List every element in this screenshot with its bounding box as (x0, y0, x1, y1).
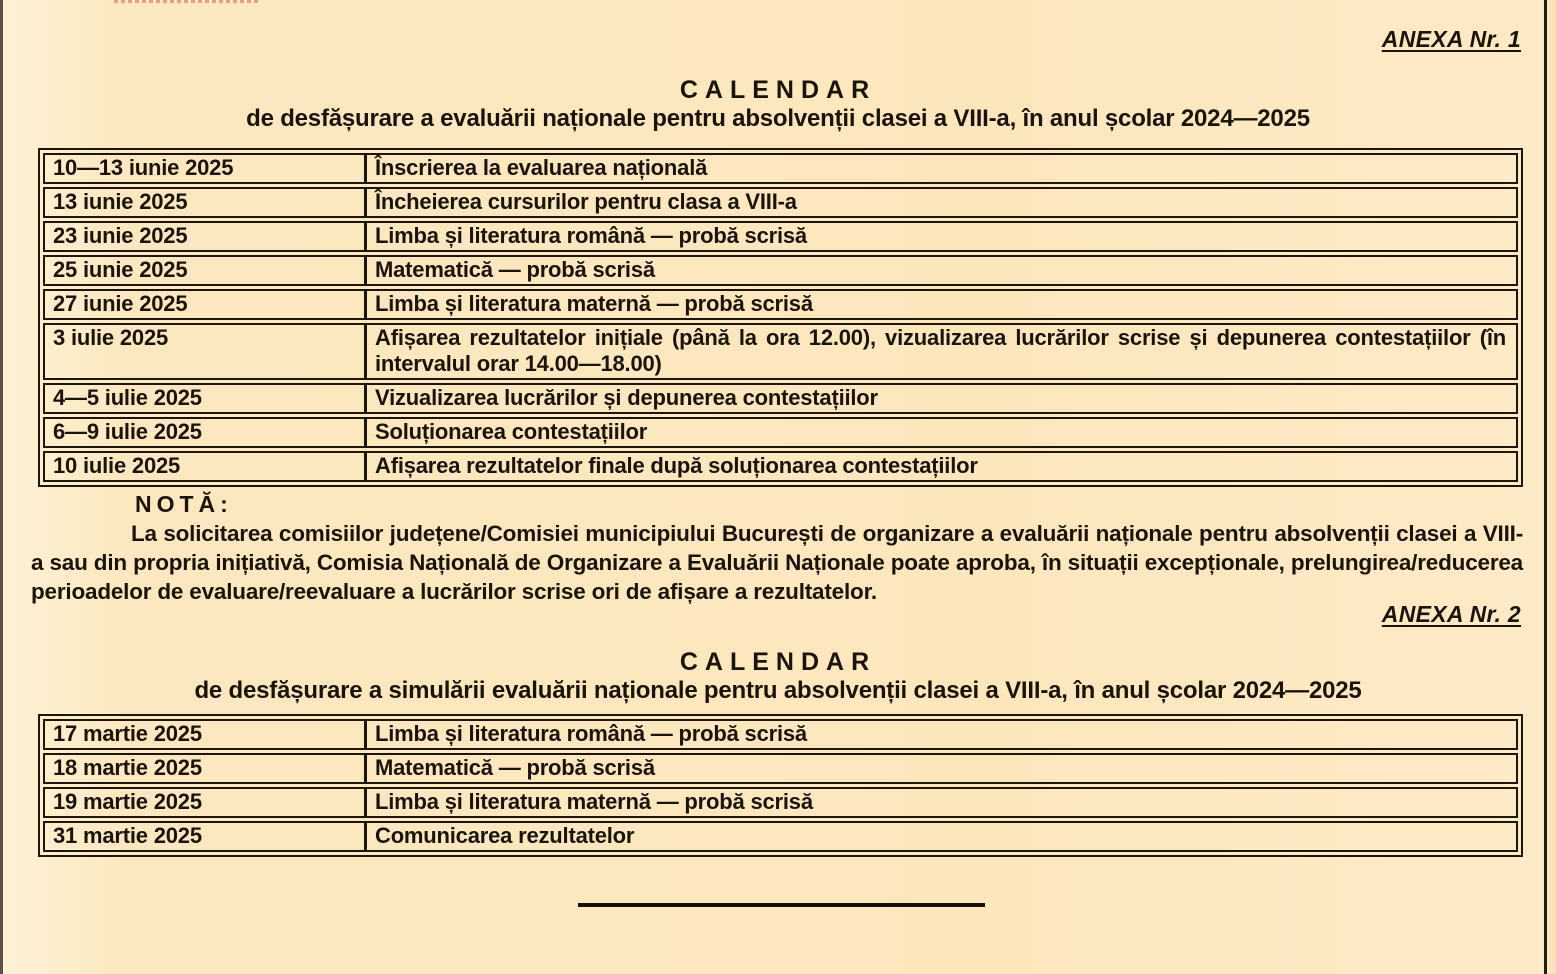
table-row (43, 417, 1518, 448)
page-right-edge-line (1544, 0, 1547, 974)
date-cell: 25 iunie 2025 (45, 257, 367, 284)
page-left-edge-line (0, 0, 3, 974)
note-heading: NOTĂ: (135, 491, 233, 517)
activity-cell: Matematică — probă scrisă (375, 755, 655, 780)
date-cell: 23 iunie 2025 (45, 223, 367, 250)
table-row (43, 821, 1518, 852)
date-cell: 19 martie 2025 (45, 789, 367, 816)
activity-cell: Soluționarea contestațiilor (375, 419, 648, 444)
activity-cell: Încheierea cursurilor pentru clasa a VIII-a (375, 189, 797, 214)
annex-1-label: ANEXA Nr. 1 (1381, 26, 1521, 52)
table-row (43, 323, 1518, 380)
date-cell: 10 iulie 2025 (45, 453, 367, 480)
calendar2-title-block (0, 648, 1556, 706)
annex-2-label: ANEXA Nr. 2 (1381, 601, 1521, 627)
activity-cell: Limba și literatura maternă — probă scrisă (375, 789, 813, 814)
activity-cell: Comunicarea rezultatelor (375, 823, 635, 848)
date-cell: 27 iunie 2025 (45, 291, 367, 318)
calendar2-table (38, 714, 1523, 857)
date-cell: 18 martie 2025 (45, 755, 367, 782)
calendar2-title: CALENDAR (679, 648, 877, 676)
note-body: La solicitarea comisiilor județene/Comisiei municipiului București de organizare a evaluării naționale pentru absolvenții clasei a VIII-a sau din propria inițiativă, Comisia Națională de Organizare a Evaluării Naționale poate aproba, în situații excepționale, prelungirea/reducerea perioadelor de evaluare/reevaluare a lucrărilor scrise ori de afișare a rezultatelor. (31, 521, 1523, 604)
table-row (43, 719, 1518, 750)
end-separator-rule (578, 903, 985, 907)
table-row (43, 187, 1518, 218)
table-row (43, 451, 1518, 482)
activity-cell: Înscrierea la evaluarea națională (375, 155, 708, 180)
table-row (43, 221, 1518, 252)
table-row (43, 255, 1518, 286)
activity-cell: Afișarea rezultatelor inițiale (până la ora 12.00), vizualizarea lucrărilor scrise și depunerea contestațiilor (în intervalul orar 14.00—18.00) (375, 325, 1506, 376)
date-cell: 31 martie 2025 (45, 823, 367, 850)
date-cell: 10—13 iunie 2025 (45, 155, 367, 182)
activity-cell: Limba și literatura maternă — probă scrisă (375, 291, 813, 316)
table-row (43, 153, 1518, 184)
activity-cell: Limba și literatura română — probă scrisă (375, 223, 807, 248)
activity-cell: Afișarea rezultatelor finale după soluționarea contestațiilor (375, 453, 978, 478)
date-cell: 3 iulie 2025 (45, 325, 367, 378)
date-cell: 6—9 iulie 2025 (45, 419, 367, 446)
note-section (31, 490, 1523, 606)
calendar1-title-block (0, 76, 1556, 134)
table-row (43, 787, 1518, 818)
date-cell: 17 martie 2025 (45, 721, 367, 748)
calendar2-subtitle: de desfășurare a simulării evaluării naționale pentru absolvenții clasei a VIII-a, în anul școlar 2024—2025 (194, 677, 1362, 704)
activity-cell: Matematică — probă scrisă (375, 257, 655, 282)
activity-cell: Limba și literatura română — probă scrisă (375, 721, 807, 746)
calendar1-table (38, 148, 1523, 487)
activity-cell: Vizualizarea lucrărilor și depunerea contestațiilor (375, 385, 878, 410)
calendar1-subtitle: de desfășurare a evaluării naționale pentru absolvenții clasei a VIII-a, în anul școlar 2024—2025 (246, 105, 1310, 132)
calendar1-title: CALENDAR (679, 76, 877, 104)
red-print-remnant (114, 0, 258, 3)
table-row (43, 383, 1518, 414)
table-row (43, 753, 1518, 784)
table-row (43, 289, 1518, 320)
date-cell: 4—5 iulie 2025 (45, 385, 367, 412)
date-cell: 13 iunie 2025 (45, 189, 367, 216)
